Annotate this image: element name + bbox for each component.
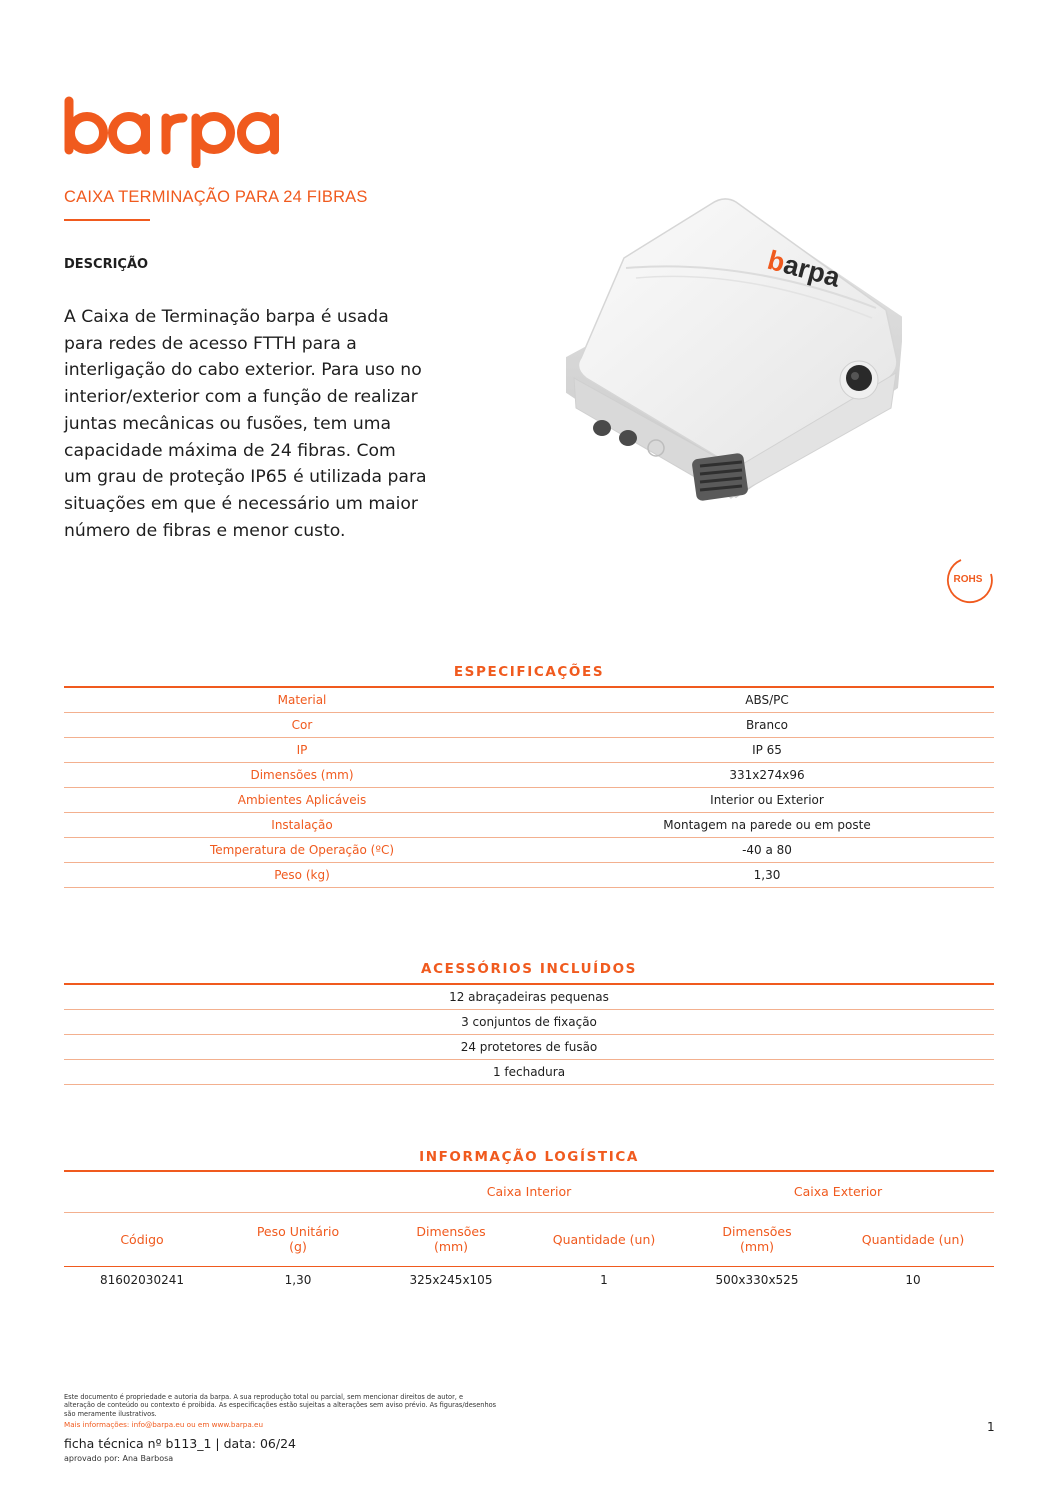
spec-label: Temperatura de Operação (ºC) [64, 838, 540, 863]
table-row [64, 1212, 994, 1266]
description-line: interligação do cabo exterior. Para uso no [64, 360, 422, 381]
spec-label: Material [64, 688, 540, 713]
spec-label: Instalação [64, 813, 540, 838]
specifications-table [64, 688, 994, 888]
footer-disclaimer: Este documento é propriedade e autoria da barpa. A sua reprodução total ou parcial, sem mencionar direitos de autor, e alteração de conteúdo ou contexto é proibida. As especificações estão sujeitas a alterações sem aviso prévio. As figuras/desenhos são meramente ilustrativos. [64, 1393, 497, 1418]
header-qty-exterior: Quantidade (un) [832, 1212, 994, 1266]
description-line: juntas mecânicas ou fusões, tem uma [64, 413, 392, 434]
specifications-title: ESPECIFICAÇÕES [453, 664, 605, 680]
rohs-badge [941, 556, 995, 604]
table-row [64, 863, 994, 888]
title-underline [64, 219, 150, 221]
table-row [64, 1266, 994, 1293]
table-row [64, 813, 994, 838]
cell-unit-weight: 1,30 [284, 1272, 312, 1287]
spec-label: IP [64, 738, 540, 763]
spec-value: Interior ou Exterior [540, 788, 994, 813]
header-dims-interior: Dimensões (mm) [376, 1212, 526, 1266]
table-row [64, 1172, 994, 1212]
group-exterior: Caixa Exterior [682, 1172, 994, 1212]
header-qty-interior: Quantidade (un) [526, 1212, 682, 1266]
logistics-table [64, 1172, 994, 1293]
footer-contact-link[interactable]: Mais informações: info@barpa.eu ou em www.barpa.eu [64, 1420, 264, 1429]
header-code: Código [64, 1212, 220, 1266]
description-body [64, 304, 429, 544]
table-row [64, 763, 994, 788]
table-row [64, 1060, 994, 1085]
spec-value: IP 65 [540, 738, 994, 763]
footer-approved-by: aprovado por: Ana Barbosa [64, 1454, 174, 1463]
accessories-table [64, 985, 994, 1085]
barpa-logo [62, 96, 287, 168]
table-row [64, 713, 994, 738]
cell-qty-exterior: 10 [905, 1272, 921, 1287]
spec-value: ABS/PC [540, 688, 994, 713]
product-title: CAIXA TERMINAÇÃO PARA 24 FIBRAS [64, 188, 368, 206]
table-row [64, 688, 994, 713]
spec-value: 331x274x96 [540, 763, 994, 788]
spec-value: Montagem na parede ou em poste [540, 813, 994, 838]
description-heading: DESCRIÇÃO [64, 257, 149, 272]
table-row [64, 1010, 994, 1035]
rohs-label: ROHS [953, 574, 983, 585]
table-row [64, 838, 994, 863]
table-row [64, 788, 994, 813]
spec-value: -40 a 80 [540, 838, 994, 863]
table-row [64, 1035, 994, 1060]
spec-label: Dimensões (mm) [64, 763, 540, 788]
description-line: interior/exterior com a função de realizar [64, 387, 418, 408]
header-dims-exterior: Dimensões (mm) [682, 1212, 832, 1266]
description-line: um grau de proteção IP65 é utilizada para [64, 467, 427, 488]
group-interior: Caixa Interior [376, 1172, 682, 1212]
header-unit-weight: Peso Unitário (g) [220, 1212, 376, 1266]
cell-qty-interior: 1 [600, 1272, 608, 1287]
box-logo-text: arpa [780, 249, 844, 293]
spec-label: Ambientes Aplicáveis [64, 788, 540, 813]
cell-code: 81602030241 [100, 1272, 184, 1287]
accessory-item: 12 abraçadeiras pequenas [64, 985, 994, 1010]
spec-label: Cor [64, 713, 540, 738]
table-row [64, 985, 994, 1010]
cell-dims-interior: 325x245x105 [409, 1272, 493, 1287]
description-line: situações em que é necessário um maior [64, 493, 418, 514]
footer-sheet-info: ficha técnica nº b113_1 | data: 06/24 [64, 1436, 296, 1451]
svg-text:barpa: barpa [764, 244, 844, 293]
description-line: capacidade máxima de 24 fibras. Com [64, 440, 396, 461]
cell-dims-exterior: 500x330x525 [715, 1272, 799, 1287]
product-image [566, 198, 902, 508]
accessories-title: ACESSÓRIOS INCLUÍDOS [421, 961, 637, 977]
spec-value: Branco [540, 713, 994, 738]
description-line: para redes de acesso FTTH para a [64, 333, 357, 354]
description-line: A Caixa de Terminação barpa é usada [64, 307, 389, 327]
spec-value: 1,30 [540, 863, 994, 888]
accessory-item: 24 protetores de fusão [64, 1035, 994, 1060]
accessory-item: 3 conjuntos de fixação [64, 1010, 994, 1035]
description-line: número de fibras e menor custo. [64, 520, 346, 541]
page-number: 1 [987, 1420, 995, 1434]
spec-label: Peso (kg) [64, 863, 540, 888]
logistics-title: INFORMAÇÃO LOGÍSTICA [419, 1149, 639, 1165]
table-row [64, 738, 994, 763]
accessory-item: 1 fechadura [64, 1060, 994, 1085]
